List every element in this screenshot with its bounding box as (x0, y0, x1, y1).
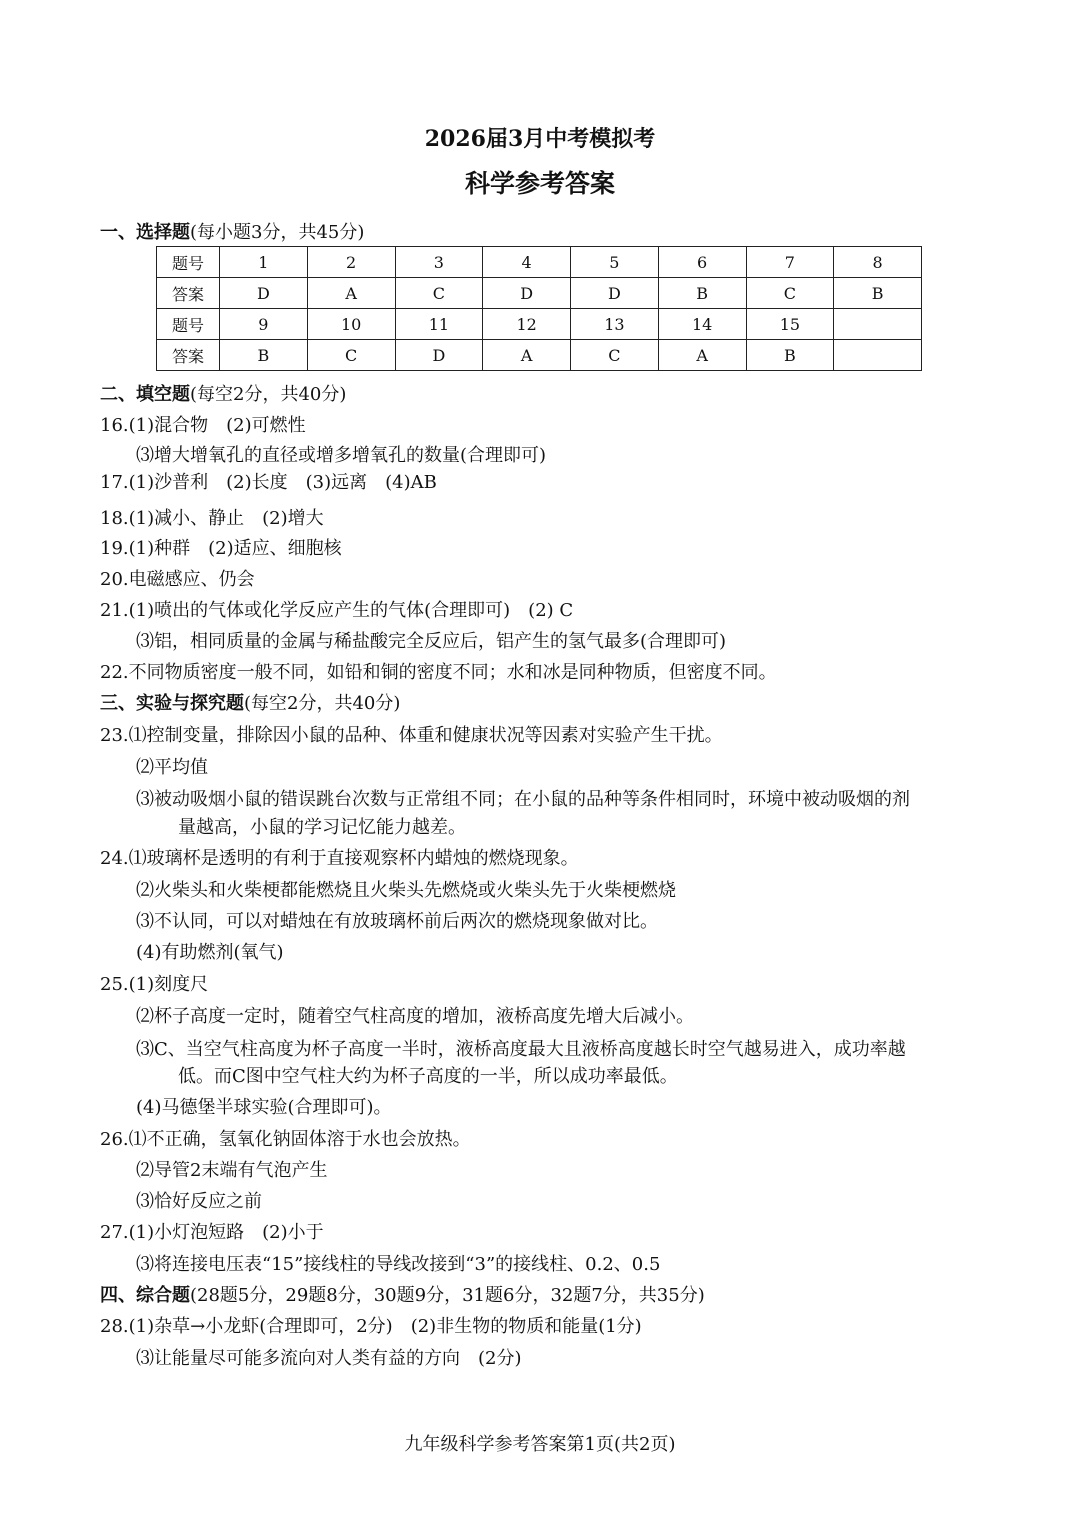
answer-28-line-2: ⑶让能量尽可能多流向对人类有益的方向 (2分) (136, 1348, 522, 1369)
section-4-label: 四、综合题 (100, 1285, 190, 1306)
table-cell: C (746, 278, 834, 309)
answer-21-line-2: ⑶铝，相同质量的金属与稀盐酸完全反应后，铝产生的氢气最多(合理即可) (136, 631, 727, 652)
answer-key-title: 科学参考答案 (464, 169, 615, 198)
section-1-heading (100, 222, 364, 244)
answer-22: 22.不同物质密度一般不同，如铅和铜的密度不同；水和冰是同种物质，但密度不同。 (100, 662, 777, 683)
answer-26-line-1: 26.⑴不正确，氢氧化钠固体溶于水也会放热。 (100, 1129, 471, 1150)
answer-26-line-2: ⑵导管2末端有气泡产生 (136, 1160, 328, 1181)
answer-25-line-5: (4)马德堡半球实验(合理即可)。 (136, 1097, 392, 1118)
table-cell: 8 (834, 247, 922, 278)
table-cell: A (658, 340, 746, 371)
answer-26-line-3: ⑶恰好反应之前 (136, 1191, 262, 1212)
section-2-heading (100, 384, 346, 406)
table-cell: 15 (746, 309, 834, 340)
answer-25-line-3: ⑶C、当空气柱高度为杯子高度一半时，液桥高度最大且液桥高度越长时空气越易进入，成功率越 (136, 1039, 906, 1060)
table-cell: A (483, 340, 571, 371)
answer-25-line-4: 低。而C图中空气柱大约为杯子高度的一半，所以成功率最低。 (178, 1066, 678, 1087)
table-cell: 9 (220, 309, 308, 340)
section-2-label: 二、填空题 (100, 384, 190, 405)
table-cell: 4 (483, 247, 571, 278)
answer-27-line-1: 27.(1)小灯泡短路 (2)小于 (100, 1222, 324, 1243)
answer-23-line-4: 量越高，小鼠的学习记忆能力越差。 (178, 817, 466, 838)
answer-20: 20.电磁感应、仍会 (100, 569, 255, 590)
row-label: 题号 (157, 309, 220, 340)
answer-24-line-2: ⑵火柴头和火柴梗都能燃烧且火柴头先燃烧或火柴头先于火柴梗燃烧 (136, 880, 676, 901)
answer-25-line-2: ⑵杯子高度一定时，随着空气柱高度的增加，液桥高度先增大后减小。 (136, 1006, 694, 1027)
page-footer: 九年级科学参考答案第1页(共2页) (404, 1434, 676, 1455)
table-cell: B (658, 278, 746, 309)
answer-28-line-1: 28.(1)杂草→小龙虾(合理即可，2分) (2)非生物的物质和能量(1分) (100, 1316, 642, 1337)
section-3-label: 三、实验与探究题 (100, 693, 244, 714)
table-cell: 14 (658, 309, 746, 340)
answer-table (156, 246, 922, 371)
answer-23-line-1: 23.⑴控制变量，排除因小鼠的品种、体重和健康状况等因素对实验产生干扰。 (100, 725, 723, 746)
section-4-heading (100, 1285, 705, 1307)
answer-17: 17.(1)沙普利 (2)长度 (3)远离 (4)AB (100, 472, 437, 493)
table-cell (834, 340, 922, 371)
answer-25-line-1: 25.(1)刻度尺 (100, 974, 209, 995)
table-cell: B (746, 340, 834, 371)
section-4-note: (28题5分，29题8分，30题9分，31题6分，32题7分，共35分) (190, 1285, 705, 1306)
section-3-heading (100, 693, 400, 715)
answer-23-line-2: ⑵平均值 (136, 757, 208, 778)
table-cell: 11 (395, 309, 483, 340)
answer-23-line-3: ⑶被动吸烟小鼠的错误跳台次数与正常组不同；在小鼠的品种等条件相同时，环境中被动吸烟的剂 (136, 789, 910, 810)
answer-21-line-1: 21.(1)喷出的气体或化学反应产生的气体(合理即可) (2) C (100, 600, 574, 621)
row-label: 题号 (157, 247, 220, 278)
table-cell: D (571, 278, 659, 309)
table-cell: D (220, 278, 308, 309)
answer-24-line-3: ⑶不认同，可以对蜡烛在有放玻璃杯前后两次的燃烧现象做对比。 (136, 911, 658, 932)
table-cell (834, 309, 922, 340)
answer-19: 19.(1)种群 (2)适应、细胞核 (100, 538, 342, 559)
table-cell: C (571, 340, 659, 371)
table-cell: 12 (483, 309, 571, 340)
table-cell: 7 (746, 247, 834, 278)
row-label: 答案 (157, 340, 220, 371)
table-cell: C (395, 278, 483, 309)
table-cell: 1 (220, 247, 308, 278)
table-cell: D (483, 278, 571, 309)
table-cell: 5 (571, 247, 659, 278)
answer-24-line-4: (4)有助燃剂(氧气) (136, 942, 284, 963)
table-cell: 3 (395, 247, 483, 278)
section-1-label: 一、选择题 (100, 222, 190, 243)
table-row (157, 278, 922, 309)
answer-27-line-2: ⑶将连接电压表“15”接线柱的导线改接到“3”的接线柱、0.2、0.5 (136, 1254, 661, 1275)
section-3-note: (每空2分，共40分) (244, 693, 401, 714)
table-cell: 6 (658, 247, 746, 278)
exam-title: 2026届3月中考模拟考 (424, 126, 656, 152)
answer-18: 18.(1)减小、静止 (2)增大 (100, 508, 324, 529)
row-label: 答案 (157, 278, 220, 309)
table-cell: A (307, 278, 395, 309)
table-row (157, 309, 922, 340)
answer-16-line-2: ⑶增大增氧孔的直径或增多增氧孔的数量(合理即可) (136, 445, 547, 466)
answer-16-line-1: 16.(1)混合物 (2)可燃性 (100, 415, 306, 436)
table-cell: B (834, 278, 922, 309)
section-2-note: (每空2分，共40分) (190, 384, 347, 405)
table-row (157, 340, 922, 371)
table-cell: 13 (571, 309, 659, 340)
section-1-note: (每小题3分，共45分) (190, 222, 365, 243)
table-cell: 10 (307, 309, 395, 340)
table-cell: D (395, 340, 483, 371)
table-cell: C (307, 340, 395, 371)
table-cell: B (220, 340, 308, 371)
table-row (157, 247, 922, 278)
answer-24-line-1: 24.⑴玻璃杯是透明的有利于直接观察杯内蜡烛的燃烧现象。 (100, 848, 579, 869)
table-cell: 2 (307, 247, 395, 278)
